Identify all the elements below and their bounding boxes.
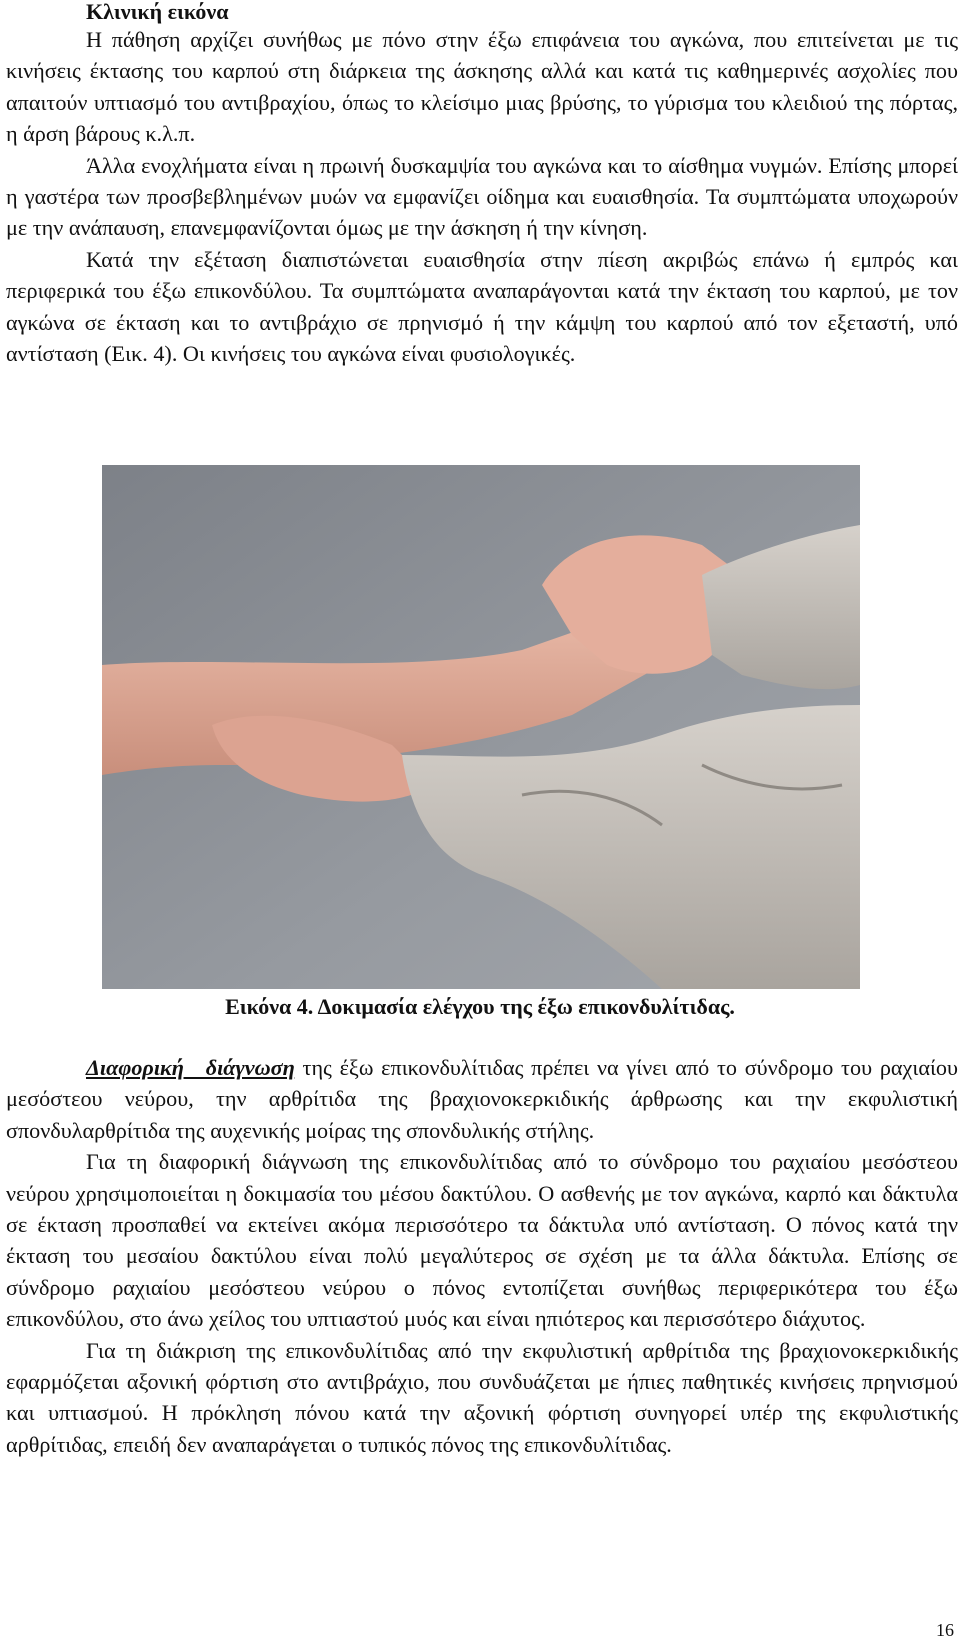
paragraph: Η πάθηση αρχίζει συνήθως με πόνο στην έξω επιφάνεια του αγκώνα, που επιτείνεται με τις κινήσεις έκτασης του καρπού στη διάρκεια της άσκησης αλλά και κατά τις καθημερινές ασχολίες που απαιτούν υπτιασμό του αντιβραχίου, όπως το κλείσιμο μιας βρύσης, το γύρισμα του κλειδιού της πόρτας, η άρση βάρους κ.λ.π.: [6, 27, 958, 147]
paragraph-intro: [6, 1052, 958, 1146]
paragraph: Για τη διάκριση της επικονδυλίτιδας από την εκφυλιστική αρθρίτιδα της βραχιονοκερκιδικής εφαρμόζεται αξονική φόρτιση στο αντιβράχιο, που συνδυάζεται με ήπιες παθητικές κινήσεις πρηνισμού και υπτιασμού. Η πρόκληση πόνου κατά την αξονική φόρτιση συνηγορεί υπέρ της εκφυλιστικής αρθρίτιδας, επειδή δεν αναπαράγεται ο τυπικός πόνος της επικονδυλίτιδας.: [6, 1337, 958, 1457]
differential-diagnosis-section: [6, 1052, 958, 1460]
term-differential-diagnosis: Διαφορική διάγνωση: [86, 1055, 295, 1080]
figure-caption: Εικόνα 4. Δοκιμασία ελέγχου της έξω επικονδυλίτιδας.: [225, 994, 735, 1019]
paragraph: Για τη διαφορική διάγνωση της επικονδυλίτιδας από το σύνδρομο του ραχιαίου μεσόστεου νεύρου χρησιμοποιείται η δοκιμασία του μέσου δακτύλου. Ο ασθενής με τον αγκώνα, καρπό και δάκτυλα σε έκταση προσπαθεί να εκτείνει ακόμα περισσότερο τα δάκτυλα υπό αντίσταση. Ο πόνος κατά την έκταση του μεσαίου δακτύλου είναι πολύ μεγαλύτερος σε σχέση με τα άλλα δάκτυλα. Επίσης σε σύνδρομο ραχιαίου μεσόστεου νεύρου ο πόνος εντοπίζεται συνήθως περιφερικότερα του έξω επικονδύλου, στο άνω χείλος του υπτιαστού μυός και είναι ηπιότερος και περισσότερο διάχυτος.: [6, 1149, 958, 1332]
section-heading: Κλινική εικόνα: [86, 0, 229, 24]
page-body: [6, 0, 958, 369]
paragraph: Κατά την εξέταση διαπιστώνεται ευαισθησία στην πίεση ακριβώς επάνω ή εμπρός και περιφερικά του έξω επικονδύλου. Τα συμπτώματα αναπαράγονται κατά την έκταση του καρπού, με τον αγκώνα σε έκταση και το αντιβράχιο σε πρηνισμό ή την κάμψη του καρπού από τον εξεταστή, υπό αντίσταση (Εικ. 4). Οι κινήσεις του αγκώνα είναι φυσιολογικές.: [6, 246, 958, 367]
page-number: 16: [936, 1620, 954, 1640]
paragraph: Άλλα ενοχλήματα είναι η πρωινή δυσκαμψία του αγκώνα και το αίσθημα νυγμών. Επίσης μπορεί η γαστέρα των προσβεβλημένων μυών να εμφανίζει οίδημα και ευαισθησία. Τα συμπτώματα υποχωρούν με την ανάπαυση, επανεμφανίζονται όμως με την άσκηση ή την κίνηση.: [6, 152, 958, 241]
figure-photo: [102, 465, 860, 989]
intro-text: της έξω επικονδυλίτιδας πρέπει να γίνει από το σύνδρομο του ραχιαίου μεσόστεου νεύρου, την αρθρίτιδα της βραχιονοκερκιδικής άρθρωσης και την εκφυλιστική σπονδυλαρθρίτιδα της αυχενικής μοίρας της σπονδυλικής στήλης.: [6, 1055, 959, 1143]
elbow-test-photo: [102, 465, 860, 989]
